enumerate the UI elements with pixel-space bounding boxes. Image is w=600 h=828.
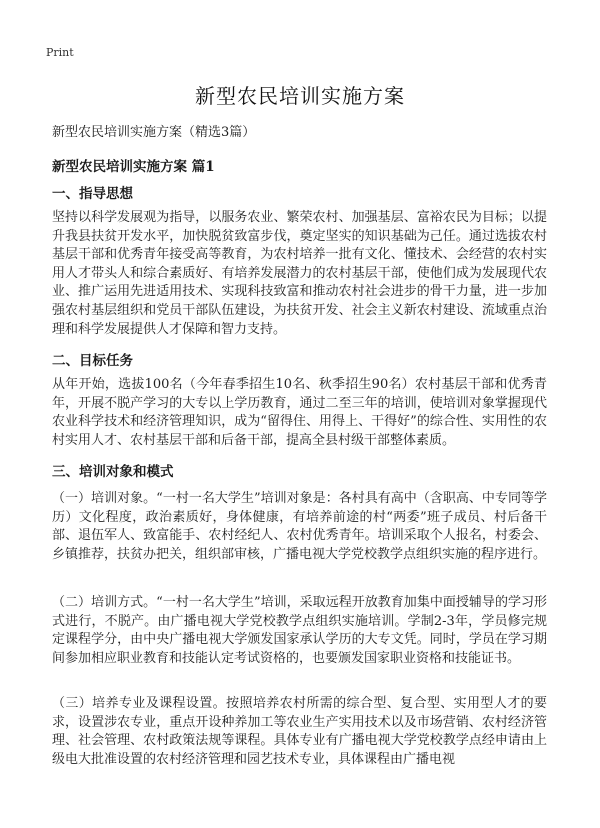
section-1-paragraph: 坚持以科学发展观为指导，以服务农业、繁荣农村、加强基层、富裕农民为目标；以提升我县扶贫开发水平，加快脱贫致富步伐，奠定坚实的知识基础为己任。通过选拔农村基层干部和优秀青年接受高等教育，为农村培养一批有文化、懂技术、会经营的农村实用人才带头人和综合素质好、有培养发展潜力的农村基层干部，使他们成为发展现代农业、推广运用先进适用技术、实现科技致富和推动农村社会进步的骨干力量，进一步加强农村基层组织和党员干部队伍建设，为扶贫开发、社会主义新农村建设、流域重点治理和科学发展提供人才保障和智力支持。 [52, 210, 547, 337]
section-heading-2: 二、目标任务 [52, 353, 133, 369]
section-heading-3: 三、培训对象和模式 [52, 464, 174, 480]
section-3-paragraph-2: （二）培训方式。“一村一名大学生”培训，采取远程开放教育加集中面授辅导的学习形式进行，不脱产。由广播电视大学党校教学点组织实施培训。学制2-3年，学员修完规定课程学分，由中央广播电视大学颁发国家承认学历的大专文凭。同时，学员在学习期间参加相应职业教育和技能认定考试资格的，也要颁发国家职业资格和技能证书。 [52, 595, 547, 666]
print-label: Print [46, 46, 74, 59]
section-3-paragraph-3: （三）培养专业及课程设置。按照培养农村所需的综合型、复合型、实用型人才的要求，设置涉农专业，重点开设种养加工等农业生产实用技术以及市场营销、农村经济管理、社会管理、农村政策法规等课程。具体专业有广播电视大学党校教学点经申请由上级电大批准设置的农村经济管理和园艺技术专业，具体课程由广播电视 [52, 696, 547, 767]
section-2-paragraph: 从年开始，选拔100名（今年春季招生10名、秋季招生90名）农村基层干部和优秀青年，开展不脱产学习的大专以上学历教育，通过二至三年的培训，使培训对象掌握现代农业科学技术和经济管理知识，成为“留得住、用得上、干得好”的综合性、实用性的农村实用人才、农村基层干部和后备干部，提高全县村级干部整体素质。 [52, 377, 547, 448]
document-title: 新型农民培训实施方案 [195, 84, 405, 108]
document-subtitle: 新型农民培训实施方案（精选3篇） [52, 125, 256, 140]
piece-heading: 新型农民培训实施方案 篇1 [52, 159, 215, 175]
section-3-paragraph-1: （一）培训对象。“一村一名大学生”培训对象是：各村具有高中（含职高、中专同等学历）文化程度，政治素质好，身体健康，有培养前途的村“两委”班子成员、村后备干部、退伍军人、致富能手、农村经纪人、农村优秀青年。培训采取个人报名，村委会、乡镇推荐，扶贫办把关，组织部审核，广播电视大学党校教学点组织实施的程序进行。 [52, 491, 547, 562]
section-heading-1: 一、指导思想 [52, 186, 133, 202]
